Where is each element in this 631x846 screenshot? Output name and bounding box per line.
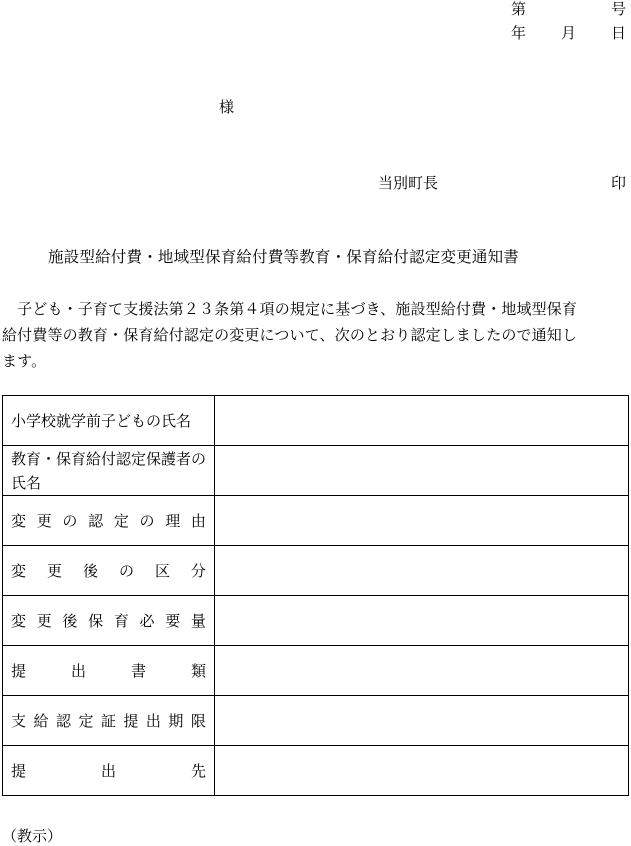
page-title: 施設型給付費・地域型保育給付費等教育・保育給付認定変更通知書 bbox=[48, 248, 520, 266]
label-char: 認 bbox=[55, 712, 71, 730]
row-value-guardian-name bbox=[215, 446, 629, 496]
row-value-submit-to bbox=[215, 746, 629, 796]
label-char: 提 bbox=[123, 712, 139, 730]
table-row bbox=[3, 546, 629, 596]
table-row bbox=[3, 746, 629, 796]
label-char: 出 bbox=[145, 712, 161, 730]
table-row bbox=[3, 596, 629, 646]
seal-label: 印 bbox=[611, 174, 627, 192]
row-label-new-care-amount bbox=[3, 596, 215, 646]
body-line-3: ます。 bbox=[2, 352, 47, 370]
label-char: 量 bbox=[190, 612, 206, 630]
label-char: 要 bbox=[165, 612, 181, 630]
label-char: 更 bbox=[36, 612, 52, 630]
row-value-deadline bbox=[215, 696, 629, 746]
label-char: の bbox=[118, 562, 134, 580]
label-char: 後 bbox=[62, 612, 78, 630]
label-char: 類 bbox=[190, 662, 206, 680]
row-label-change-reason bbox=[3, 496, 215, 546]
label-char: 期 bbox=[168, 712, 184, 730]
label-char: 育 bbox=[113, 612, 129, 630]
label-char: 支 bbox=[11, 712, 27, 730]
label-char: 限 bbox=[190, 712, 206, 730]
body-line-2: 給付費等の教育・保育給付認定の変更について、次のとおり認定しましたので通知し bbox=[2, 326, 578, 344]
row-label-documents-text bbox=[11, 660, 206, 681]
label-char: 定 bbox=[78, 712, 94, 730]
row-label-child-name: 小学校就学前子どもの氏名 bbox=[3, 396, 215, 446]
row-label-guardian-name: 教育・保育給付認定保護者の氏名 bbox=[3, 446, 215, 496]
label-char: 認 bbox=[88, 512, 104, 530]
label-char: 先 bbox=[190, 762, 206, 780]
table-row bbox=[3, 446, 629, 496]
row-label-new-category-text bbox=[11, 560, 206, 581]
date-year-label: 年 bbox=[511, 24, 527, 42]
label-char: 定 bbox=[113, 512, 129, 530]
certification-table bbox=[2, 395, 629, 796]
label-char: 後 bbox=[82, 562, 98, 580]
row-label-documents bbox=[3, 646, 215, 696]
table-row bbox=[3, 696, 629, 746]
addressee-honorific: 様 bbox=[219, 98, 235, 116]
row-value-documents bbox=[215, 646, 629, 696]
row-label-new-care-amount-text bbox=[11, 610, 206, 631]
label-char: 変 bbox=[11, 512, 27, 530]
label-char: 理 bbox=[165, 512, 181, 530]
date-day-label: 日 bbox=[611, 24, 627, 42]
label-char: 更 bbox=[36, 512, 52, 530]
label-char: 分 bbox=[190, 562, 206, 580]
sender-name: 当別町長 bbox=[378, 174, 439, 192]
body-paragraph bbox=[2, 296, 630, 374]
label-char: 変 bbox=[11, 562, 27, 580]
row-value-change-reason bbox=[215, 496, 629, 546]
body-line-1: 子ども・子育て支援法第２３条第４項の規定に基づき、施設型給付費・地域型保育 bbox=[2, 300, 578, 318]
row-label-new-category bbox=[3, 546, 215, 596]
table-row bbox=[3, 396, 629, 446]
label-char: 給 bbox=[33, 712, 49, 730]
row-label-submit-to-text bbox=[11, 760, 206, 781]
label-char: 証 bbox=[100, 712, 116, 730]
label-char: 出 bbox=[100, 762, 116, 780]
row-value-new-category bbox=[215, 546, 629, 596]
label-char: の bbox=[62, 512, 78, 530]
row-label-submit-to bbox=[3, 746, 215, 796]
label-char: 由 bbox=[190, 512, 206, 530]
row-value-new-care-amount bbox=[215, 596, 629, 646]
row-label-deadline-text bbox=[11, 710, 206, 731]
label-char: 書 bbox=[130, 662, 146, 680]
label-char: 必 bbox=[139, 612, 155, 630]
label-char: 区 bbox=[154, 562, 170, 580]
row-value-child-name bbox=[215, 396, 629, 446]
row-label-change-reason-text bbox=[11, 510, 206, 531]
date-month-label: 月 bbox=[561, 24, 577, 42]
table-row bbox=[3, 646, 629, 696]
table-row bbox=[3, 496, 629, 546]
number-label-go: 号 bbox=[611, 0, 627, 18]
label-char: 変 bbox=[11, 612, 27, 630]
number-label-dai: 第 bbox=[511, 0, 527, 18]
row-label-deadline bbox=[3, 696, 215, 746]
label-char: 保 bbox=[88, 612, 104, 630]
label-char: 出 bbox=[70, 662, 86, 680]
label-char: 提 bbox=[11, 762, 27, 780]
instruction-note: （教示） bbox=[2, 827, 63, 845]
label-char: 更 bbox=[46, 562, 62, 580]
label-char: 提 bbox=[11, 662, 27, 680]
label-char: の bbox=[139, 512, 155, 530]
